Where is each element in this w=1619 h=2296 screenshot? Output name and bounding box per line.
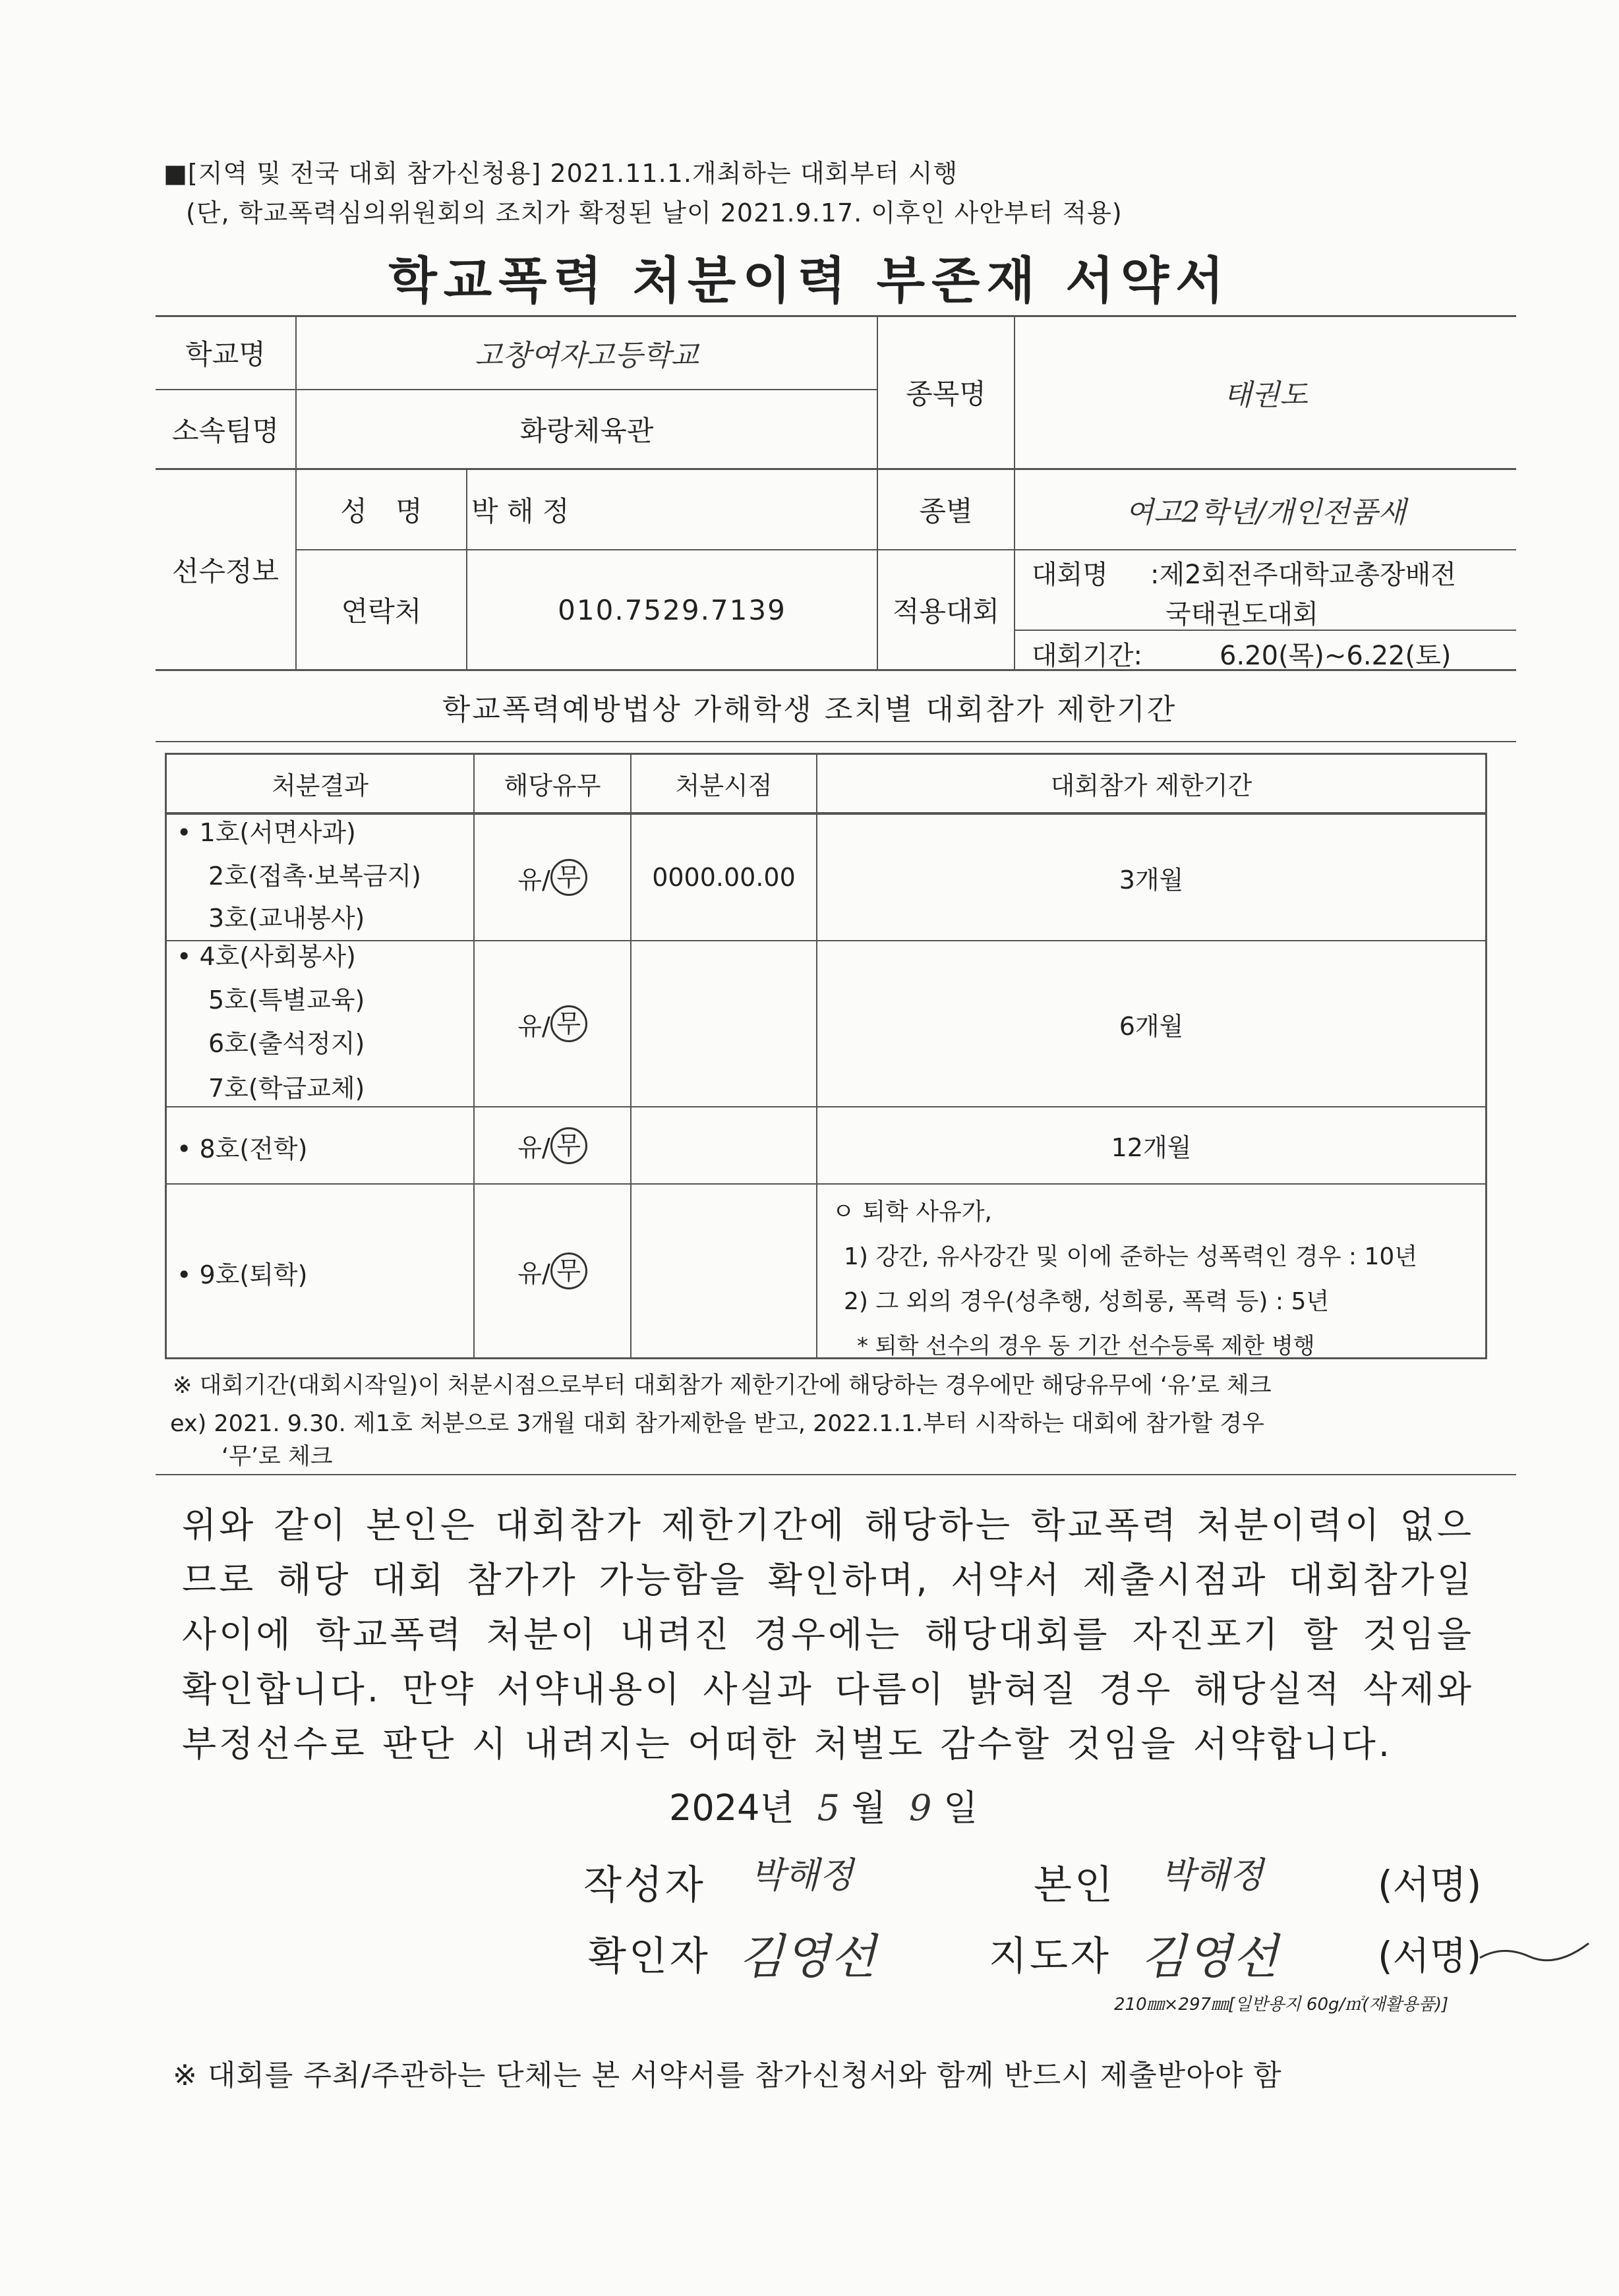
header-result: 처분결과 xyxy=(272,771,368,800)
confirmer-label: 확인자 xyxy=(588,1933,711,1980)
event-period-value: 6.20(목)~6.22(토) xyxy=(1220,641,1452,671)
name-value: 박 해 정 xyxy=(471,494,570,527)
note-1: ※ 대회기간(대회시작일)이 처분시점으로부터 대회참가 제한기간에 해당하는 경우에만 해당유무에 ‘유’로 체크 xyxy=(173,1372,1272,1399)
school-label: 학교명 xyxy=(185,338,266,370)
disposition-item: 2호(접촉·보복금지) xyxy=(208,862,421,891)
sport-label: 종목명 xyxy=(906,378,986,410)
disposition-item: • 4호(사회봉사) xyxy=(177,942,356,971)
pledge-line: 부정선수로 판단 시 내려지는 어떠한 처벌도 감수할 것임을 서약합니다. xyxy=(182,1723,1392,1765)
disposition-item: 7호(학급교체) xyxy=(208,1074,365,1103)
disposition-item: • 9호(퇴학) xyxy=(177,1260,308,1289)
writer-signature: 박해정 xyxy=(750,1854,854,1896)
applicable-mark: 유/ 무 xyxy=(475,815,630,940)
pledge-line: 확인합니다. 만약 서약내용이 사실과 다름이 밝혀질 경우 해당실적 삭제와 xyxy=(182,1668,1474,1710)
disposition-date xyxy=(632,1107,816,1183)
disposition-date xyxy=(632,941,816,1106)
pledge-line: 위와 같이 본인은 대회참가 제한기간에 해당하는 학교폭력 처분이력이 없으 xyxy=(182,1504,1474,1546)
sport-value: 태권도 xyxy=(1223,378,1308,412)
note-2: ex) 2021. 9.30. 제1호 처분으로 3개월 대회 참가제한을 받고, 2022.1.1.부터 시작하는 대회에 참가할 경우 xyxy=(170,1411,1264,1437)
applicable-mark: 유/ 무 xyxy=(475,1185,630,1357)
disposition-date: 0000.00.00 xyxy=(652,863,796,892)
team-value: 화랑체육관 xyxy=(519,415,654,447)
self-signature: 박해정 xyxy=(1160,1854,1264,1896)
paper-spec: 210㎜×297㎜[일반용지 60g/㎡(재활용품)] xyxy=(1114,1995,1449,2015)
event-name-label: 대회명 xyxy=(1032,560,1108,590)
header-applicable: 해당유무 xyxy=(504,771,601,800)
school-value: 고창여자고등학교 xyxy=(474,339,699,372)
event-name-value-2: 국태권도대회 xyxy=(1165,599,1318,630)
note-2-continued: ‘무’로 체크 xyxy=(221,1444,333,1470)
writer-label: 작성자 xyxy=(583,1862,706,1908)
section-title: 학교폭력예방법상 가해학생 조치별 대회참가 제한기간 xyxy=(442,693,1177,726)
signature-flourish xyxy=(1477,1931,1595,1971)
header-restriction: 대회참가 제한기간 xyxy=(1050,771,1252,800)
event-period-label: 대회기간: xyxy=(1032,641,1143,671)
event-label: 적용대회 xyxy=(892,595,1000,628)
notice-line-2: (단, 학교폭력심의위원회의 조치가 확정된 날이 2021.9.17. 이후인 사안부터 적용) xyxy=(186,198,1123,227)
applicable-mark: 유/ 무 xyxy=(475,941,630,1106)
contact-value: 010.7529.7139 xyxy=(558,593,786,626)
date-year: 2024 xyxy=(669,1787,760,1829)
self-sign-suffix: (서명) xyxy=(1378,1862,1482,1907)
notice-line-1: ■[지역 및 전국 대회 참가신청용] 2021.11.1.개최하는 대회부터 시행 xyxy=(163,159,958,188)
pledge-line: 므로 해당 대회 참가가 가능함을 확인하며, 서약서 제출시점과 대회참가일 xyxy=(182,1559,1474,1601)
confirmer-signature: 김영선 xyxy=(738,1929,876,1984)
footer-note: ※ 대회를 주최/주관하는 단체는 본 서약서를 참가신청서와 함께 반드시 제출받아야 함 xyxy=(173,2059,1282,2092)
disposition-item: 5호(특별교육) xyxy=(208,986,365,1015)
contact-label: 연락처 xyxy=(341,595,422,628)
team-label: 소속팀명 xyxy=(171,415,280,447)
athlete-info-label: 선수정보 xyxy=(171,554,280,587)
coach-label: 지도자 xyxy=(989,1933,1111,1980)
restriction-period: 3개월 xyxy=(1119,865,1184,895)
category-label: 종별 xyxy=(919,494,973,527)
restriction-detail: ㅇ 퇴학 사유가, xyxy=(832,1198,992,1225)
disposition-item: 3호(교내봉사) xyxy=(208,904,365,933)
name-label: 성 명 xyxy=(340,494,423,527)
coach-sign-suffix: (서명) xyxy=(1378,1933,1482,1978)
restriction-detail: 2) 그 외의 경우(성추행, 성희롱, 폭력 등) : 5년 xyxy=(844,1288,1330,1315)
restriction-period: 6개월 xyxy=(1119,1011,1184,1041)
pledge-date: 2024년 5 월 9 일 xyxy=(669,1787,978,1829)
disposition-date xyxy=(632,1185,816,1357)
coach-signature: 김영선 xyxy=(1140,1929,1278,1984)
applicable-mark: 유/ 무 xyxy=(475,1107,630,1183)
page-title: 학교폭력 처분이력 부존재 서약서 xyxy=(388,251,1231,310)
self-label: 본인 xyxy=(1034,1862,1115,1908)
date-day: 9 xyxy=(908,1787,932,1829)
disposition-item: • 1호(서면사과) xyxy=(177,818,356,847)
disposition-item: 6호(출석정지) xyxy=(208,1029,365,1058)
pledge-line: 사이에 학교폭력 처분이 내려진 경우에는 해당대회를 자진포기 할 것임을 xyxy=(182,1614,1474,1655)
restriction-detail: 1) 강간, 유사강간 및 이에 준하는 성폭력인 경우 : 10년 xyxy=(844,1243,1418,1270)
event-name-value-1: :제2회전주대학교총장배전 xyxy=(1150,560,1456,590)
header-date: 처분시점 xyxy=(675,771,773,800)
category-value: 여고2학년/개인전품새 xyxy=(1125,495,1406,529)
disposition-item: • 8호(전학) xyxy=(177,1134,308,1163)
date-month: 5 xyxy=(817,1787,840,1829)
restriction-period: 12개월 xyxy=(1111,1133,1192,1162)
restriction-detail: * 퇴학 선수의 경우 동 기간 선수등록 제한 병행 xyxy=(857,1333,1315,1359)
